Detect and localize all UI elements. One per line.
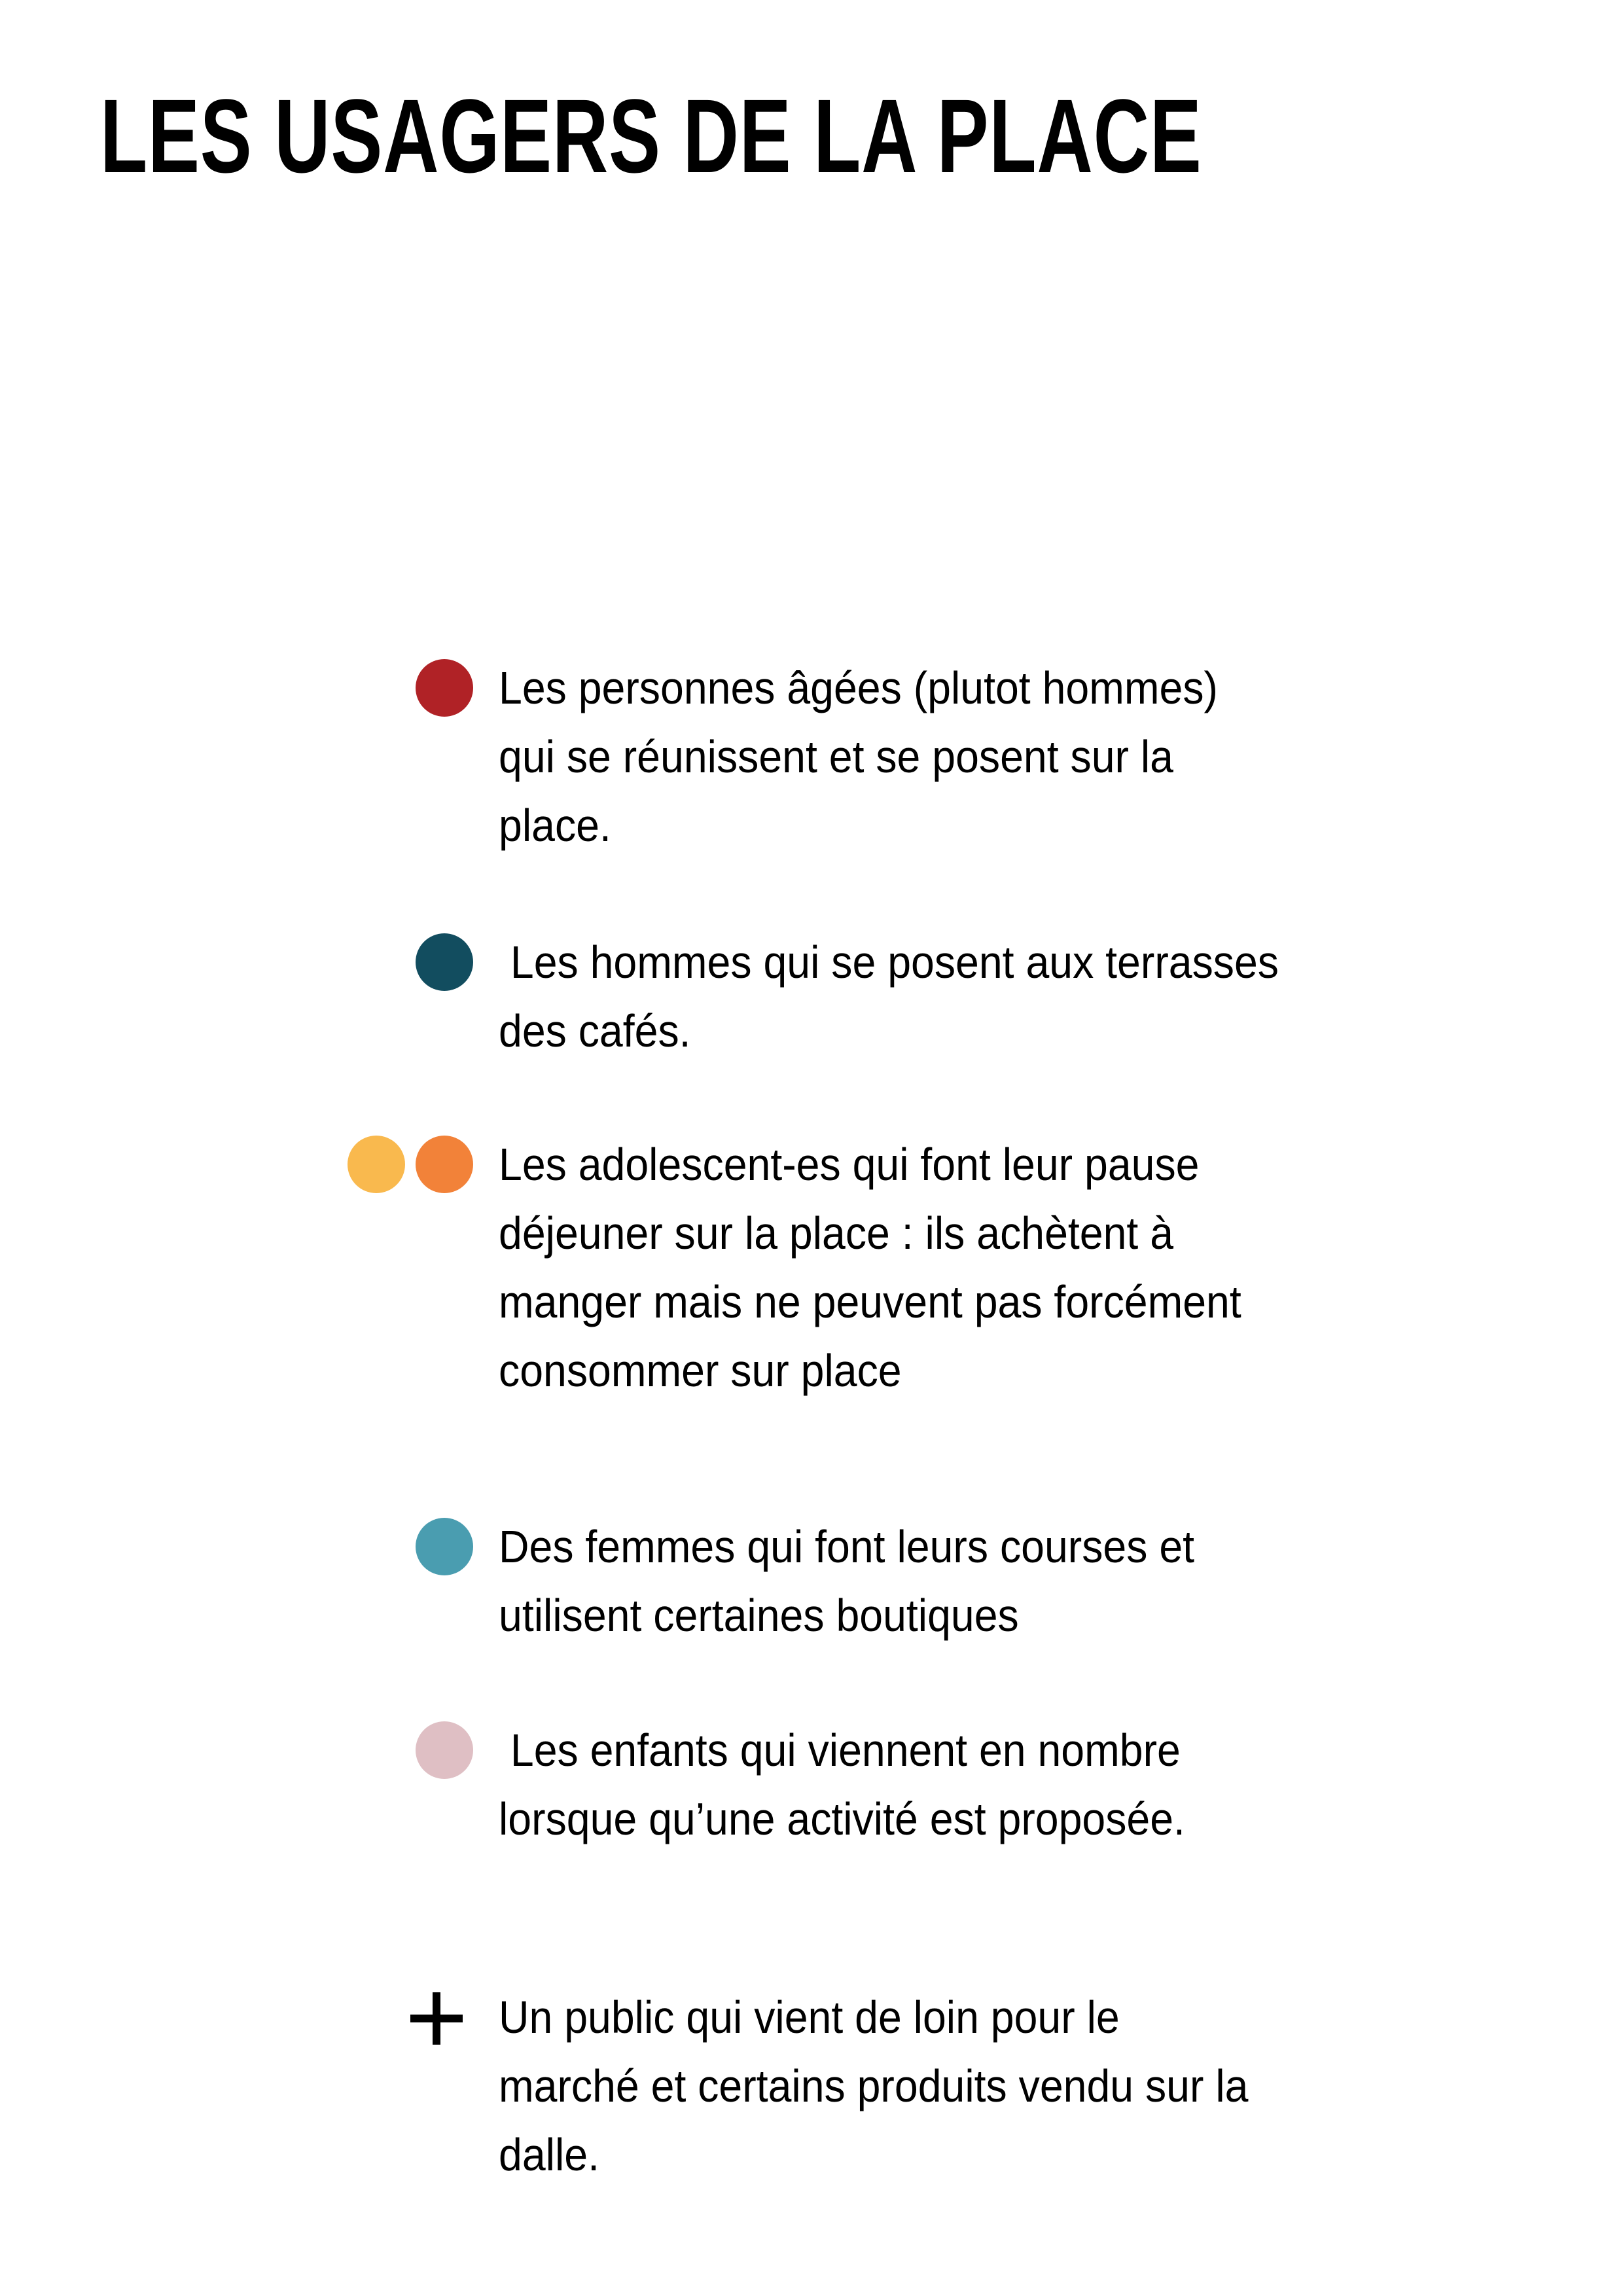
pink-dot-icon [416,1721,473,1779]
text-line: manger mais ne peuvent pas forcément [499,1276,1241,1327]
text-line: dalle. [499,2129,599,2180]
text-line: Les personnes âgées (plutot hommes) [499,662,1218,713]
legend-text [499,1983,1248,2189]
yellow-dot-icon [348,1136,405,1193]
text-line: place. [499,800,611,851]
legend-text [499,1716,1185,1854]
page-title: LES USAGERS DE LA PLACE [100,77,1202,194]
legend-text [499,1513,1194,1650]
text-line: Des femmes qui font leurs courses et [499,1521,1195,1572]
text-line: des cafés. [499,1005,691,1056]
text-line: qui se réunissent et se posent sur la [499,731,1174,782]
text-line: utilisent certaines boutiques [499,1590,1019,1641]
orange-dot-icon [416,1136,473,1193]
teal-dot-icon [416,1518,473,1575]
text-line: consommer sur place [499,1345,902,1396]
text-line: marché et certains produits vendu sur la [499,2060,1249,2111]
red-dot-icon [416,659,473,717]
text-line: Les hommes qui se posent aux terrasses [499,937,1279,988]
text-line: Les adolescent-es qui font leur pause [499,1139,1200,1190]
text-line: déjeuner sur la place : ils achètent à [499,1208,1174,1259]
text-line: Un public qui vient de loin pour le [499,1992,1120,2043]
dark-teal-dot-icon [416,933,473,991]
plus-icon [410,1992,463,2045]
legend-text [499,1130,1241,1405]
legend-text [499,654,1218,860]
text-line: Les enfants qui viennent en nombre [499,1725,1181,1776]
text-line: lorsque qu’une activité est proposée. [499,1793,1185,1844]
legend-text [499,928,1279,1066]
